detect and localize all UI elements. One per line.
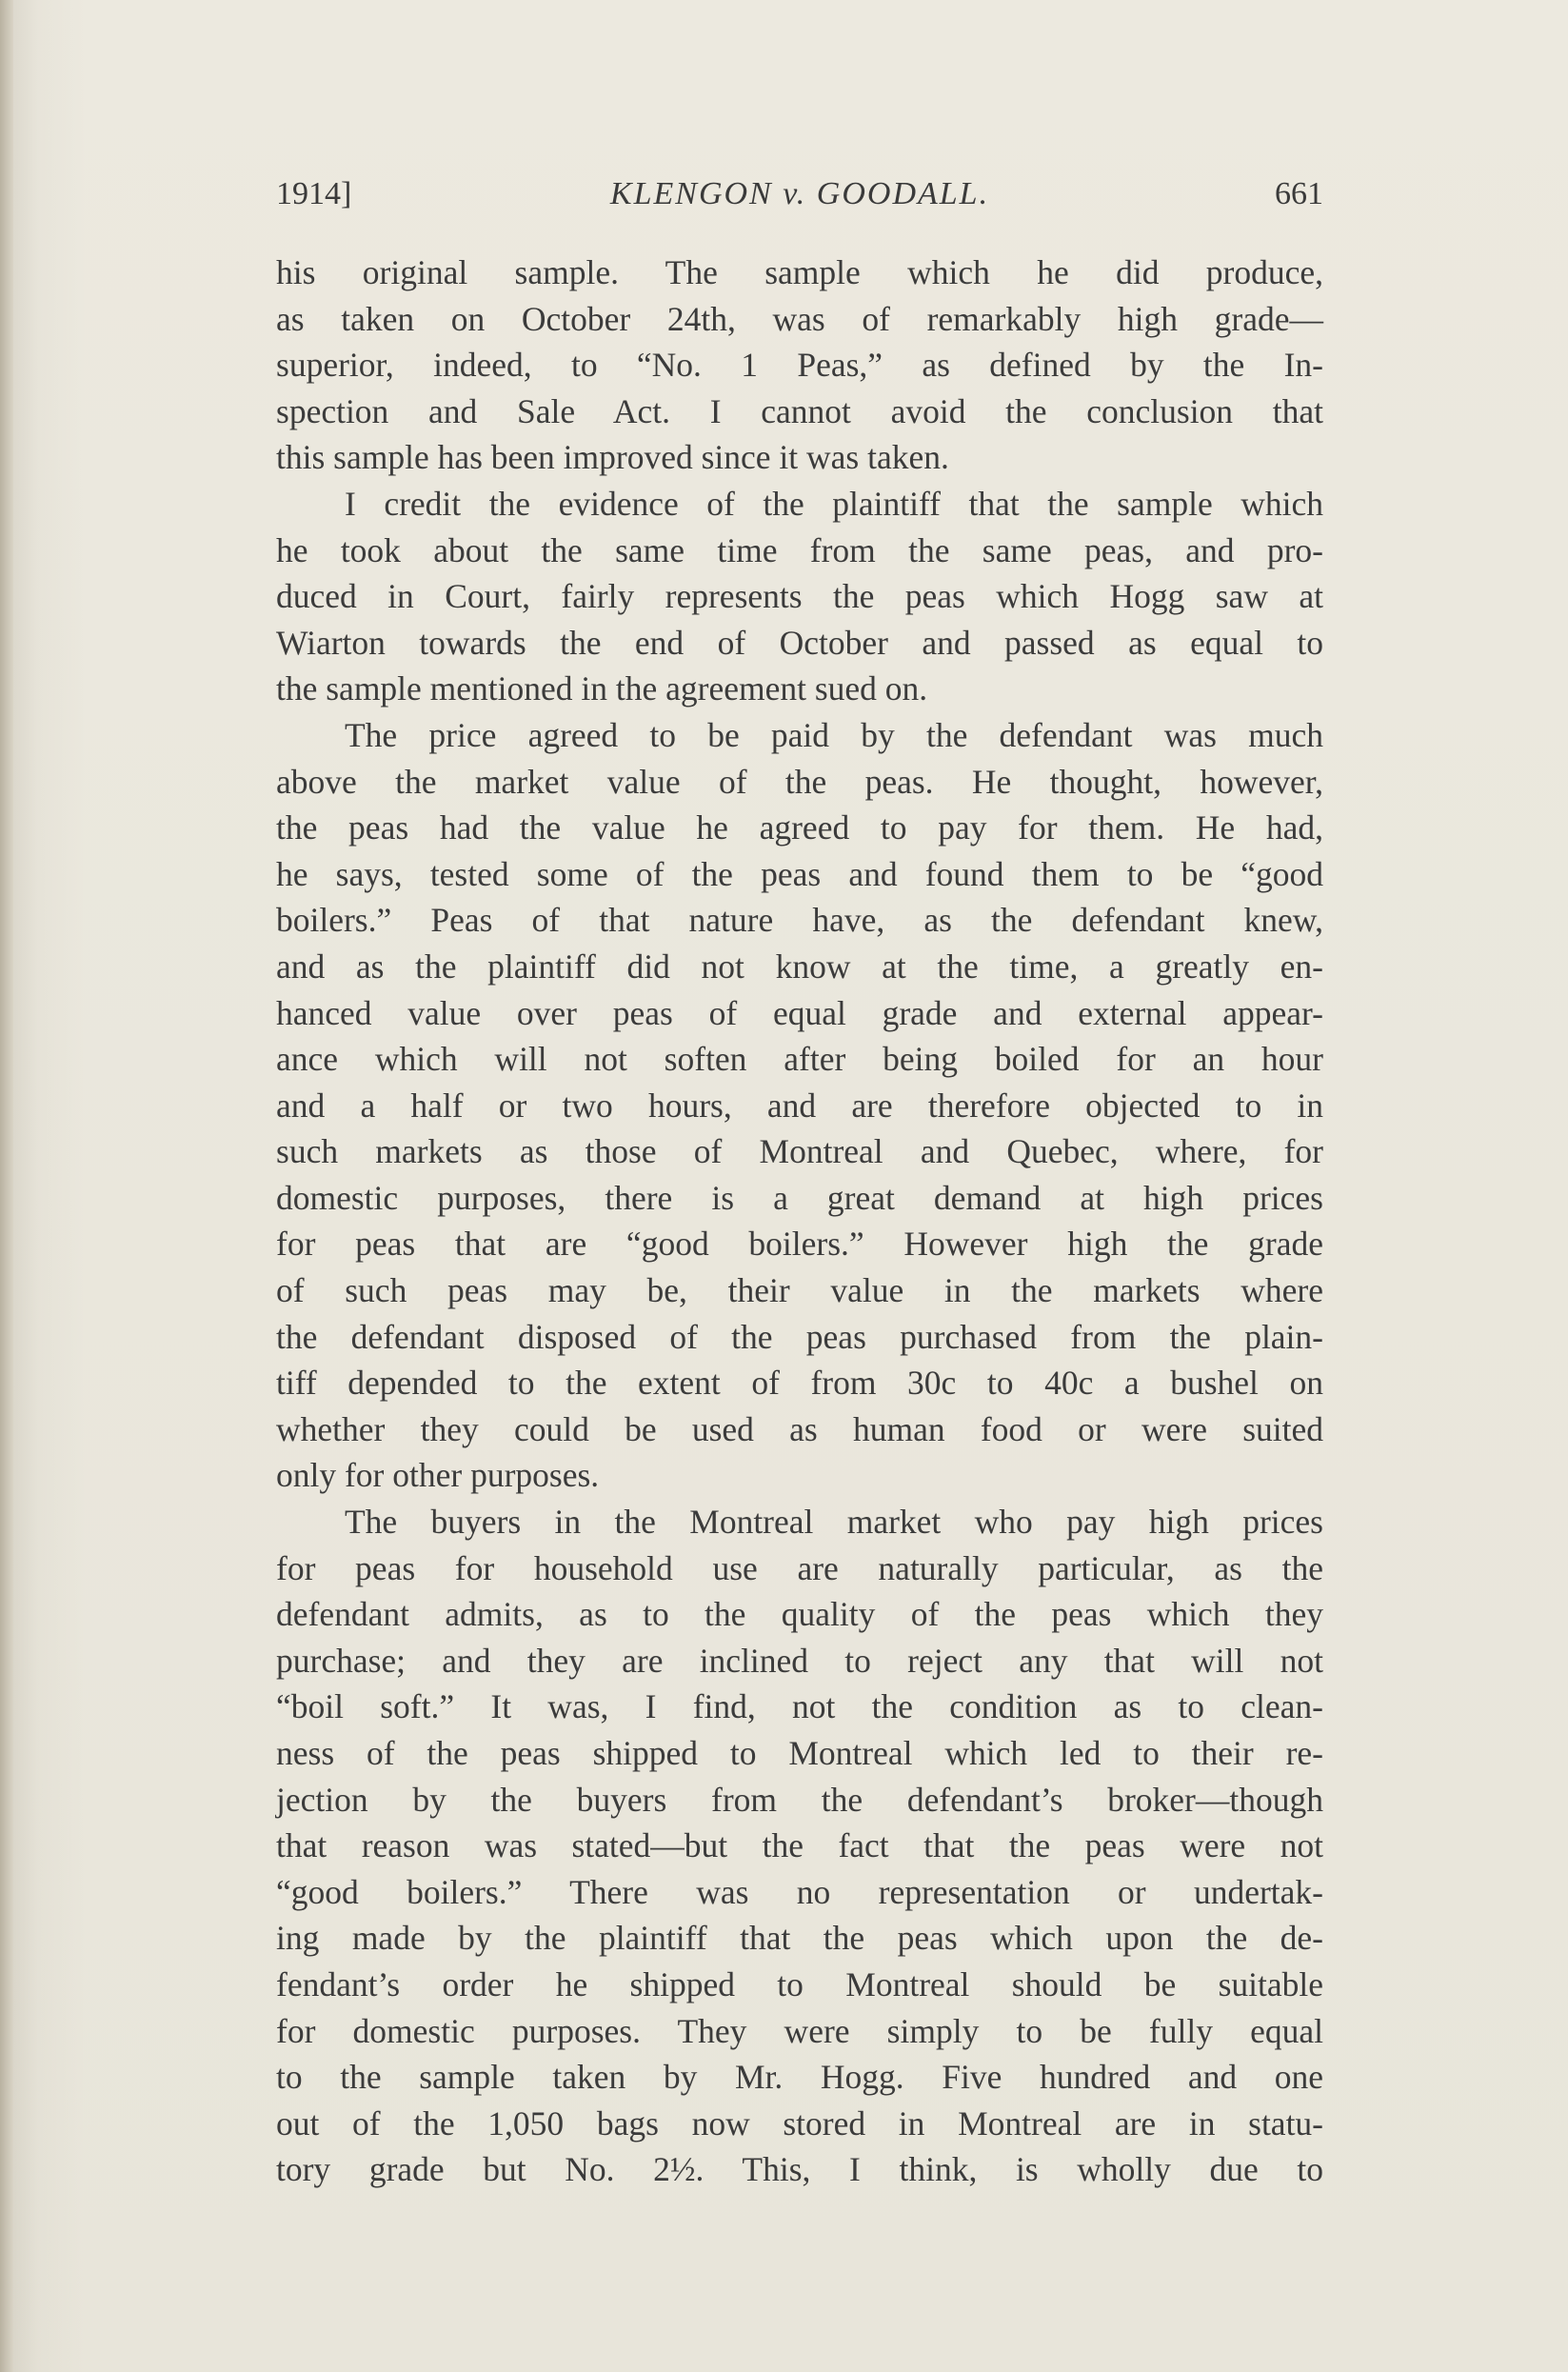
text-line: “good boilers.” There was no representation or undertak- bbox=[276, 1872, 1323, 1911]
text-line: such markets as those of Montreal and Quebec, where, for bbox=[276, 1132, 1323, 1171]
text-line: I credit the evidence of the plaintiff that the sample which bbox=[345, 484, 1323, 523]
text-line: domestic purposes, there is a great demand at high prices bbox=[276, 1178, 1323, 1217]
text-line: the peas had the value he agreed to pay for them. He had, bbox=[276, 808, 1323, 847]
text-line: for peas that are “good boilers.” However high the grade bbox=[276, 1225, 1323, 1264]
paragraph bbox=[276, 1499, 1323, 2193]
header-year: 1914] bbox=[276, 176, 352, 211]
text-line: boilers.” Peas of that nature have, as the defendant knew, bbox=[276, 901, 1323, 940]
text-line: the defendant disposed of the peas purchased from the plain- bbox=[276, 1317, 1323, 1356]
text-line: purchase; and they are inclined to reject any that will not bbox=[276, 1641, 1323, 1680]
text-line: Wiarton towards the end of October and passed as equal to bbox=[276, 623, 1323, 662]
text-line: he says, tested some of the peas and found them to be “good bbox=[276, 854, 1323, 893]
text-line: ing made by the plaintiff that the peas which upon the de- bbox=[276, 1919, 1323, 1958]
text-line: and a half or two hours, and are therefore objected to in bbox=[276, 1086, 1323, 1125]
text-line: defendant admits, as to the quality of the peas which they bbox=[276, 1595, 1323, 1634]
text-line: whether they could be used as human food or were suited bbox=[276, 1409, 1323, 1448]
text-line: above the market value of the peas. He thought, however, bbox=[276, 762, 1323, 801]
text-line: and as the plaintiff did not know at the time, a greatly en- bbox=[276, 947, 1323, 986]
text-line: superior, indeed, to “No. 1 Peas,” as defined by the In- bbox=[276, 346, 1323, 385]
text-line: tiff depended to the extent of from 30c to 40c a bushel on bbox=[276, 1364, 1323, 1403]
text-line: ance which will not soften after being boiled for an hour bbox=[276, 1040, 1323, 1079]
text-line: for domestic purposes. They were simply to be fully equal bbox=[276, 2011, 1323, 2050]
running-head bbox=[276, 176, 1323, 224]
text-line: The buyers in the Montreal market who pay high prices bbox=[345, 1503, 1323, 1542]
paragraph bbox=[276, 712, 1323, 1499]
text-line: tory grade but No. 2½. This, I think, is wholly due to bbox=[276, 2150, 1323, 2189]
text-line: fendant’s order he shipped to Montreal should be suitable bbox=[276, 1964, 1323, 2003]
text-line: The price agreed to be paid by the defendant was much bbox=[345, 715, 1323, 754]
text-line: out of the 1,050 bags now stored in Montreal are in statu- bbox=[276, 2103, 1323, 2143]
text-line: jection by the buyers from the defendant’s broker—though bbox=[276, 1780, 1323, 1819]
text-line: he took about the same time from the same peas, and pro- bbox=[276, 530, 1323, 569]
page-number: 661 bbox=[1275, 176, 1323, 211]
text-line: ness of the peas shipped to Montreal which led to their re- bbox=[276, 1734, 1323, 1772]
text-line: “boil soft.” It was, I find, not the condition as to clean- bbox=[276, 1687, 1323, 1726]
text-line: for peas for household use are naturally particular, as the bbox=[276, 1548, 1323, 1587]
text-line: spection and Sale Act. I cannot avoid the conclusion that bbox=[276, 391, 1323, 430]
text-line: of such peas may be, their value in the markets where bbox=[276, 1271, 1323, 1310]
page-binding-edge bbox=[0, 0, 13, 2372]
paragraph bbox=[276, 249, 1323, 481]
text-line: the sample mentioned in the agreement sued on. bbox=[276, 669, 928, 708]
header-case-title: KLENGON v. GOODALL. bbox=[609, 176, 990, 211]
text-line: only for other purposes. bbox=[276, 1456, 600, 1495]
text-line: as taken on October 24th, was of remarkably high grade— bbox=[276, 299, 1323, 338]
text-line: duced in Court, fairly represents the peas which Hogg saw at bbox=[276, 577, 1323, 616]
text-line: hanced value over peas of equal grade and external appear- bbox=[276, 993, 1323, 1032]
text-line: that reason was stated—but the fact that the peas were not bbox=[276, 1826, 1323, 1865]
text-line: his original sample. The sample which he did produce, bbox=[276, 253, 1323, 291]
text-line: this sample has been improved since it was taken. bbox=[276, 438, 949, 477]
body-text bbox=[276, 249, 1323, 2193]
text-line: to the sample taken by Mr. Hogg. Five hundred and one bbox=[276, 2058, 1323, 2097]
paragraph bbox=[276, 481, 1323, 712]
